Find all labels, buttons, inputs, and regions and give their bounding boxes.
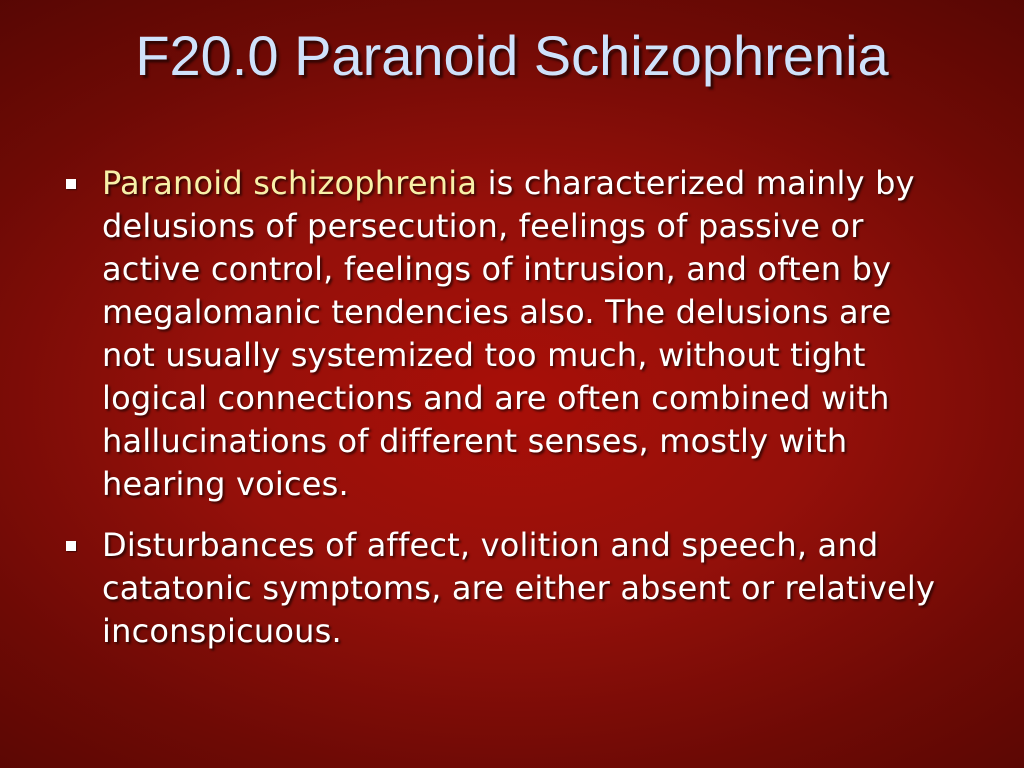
bullet-item-2 <box>60 524 940 653</box>
bullet-list <box>60 162 940 671</box>
square-bullet-icon <box>66 179 76 189</box>
slide-title: F20.0 Paranoid Schizophrenia <box>135 24 889 87</box>
bullet-item-1 <box>60 162 940 506</box>
square-bullet-icon <box>66 541 76 551</box>
bullet-text: is characterized mainly by delusions of persecution, feelings of passive or active control, feelings of intrusion, and often by megalomanic tendencies also. The delusions are not usually systemized too much, without tight logical connections and are often combined with hallucinations of different senses, mostly with hearing voices. <box>102 164 915 503</box>
bullet-text: Disturbances of affect, volition and speech, and catatonic symptoms, are either absent or relatively inconspicuous. <box>102 526 936 650</box>
highlighted-term: Paranoid schizophrenia <box>102 164 478 202</box>
